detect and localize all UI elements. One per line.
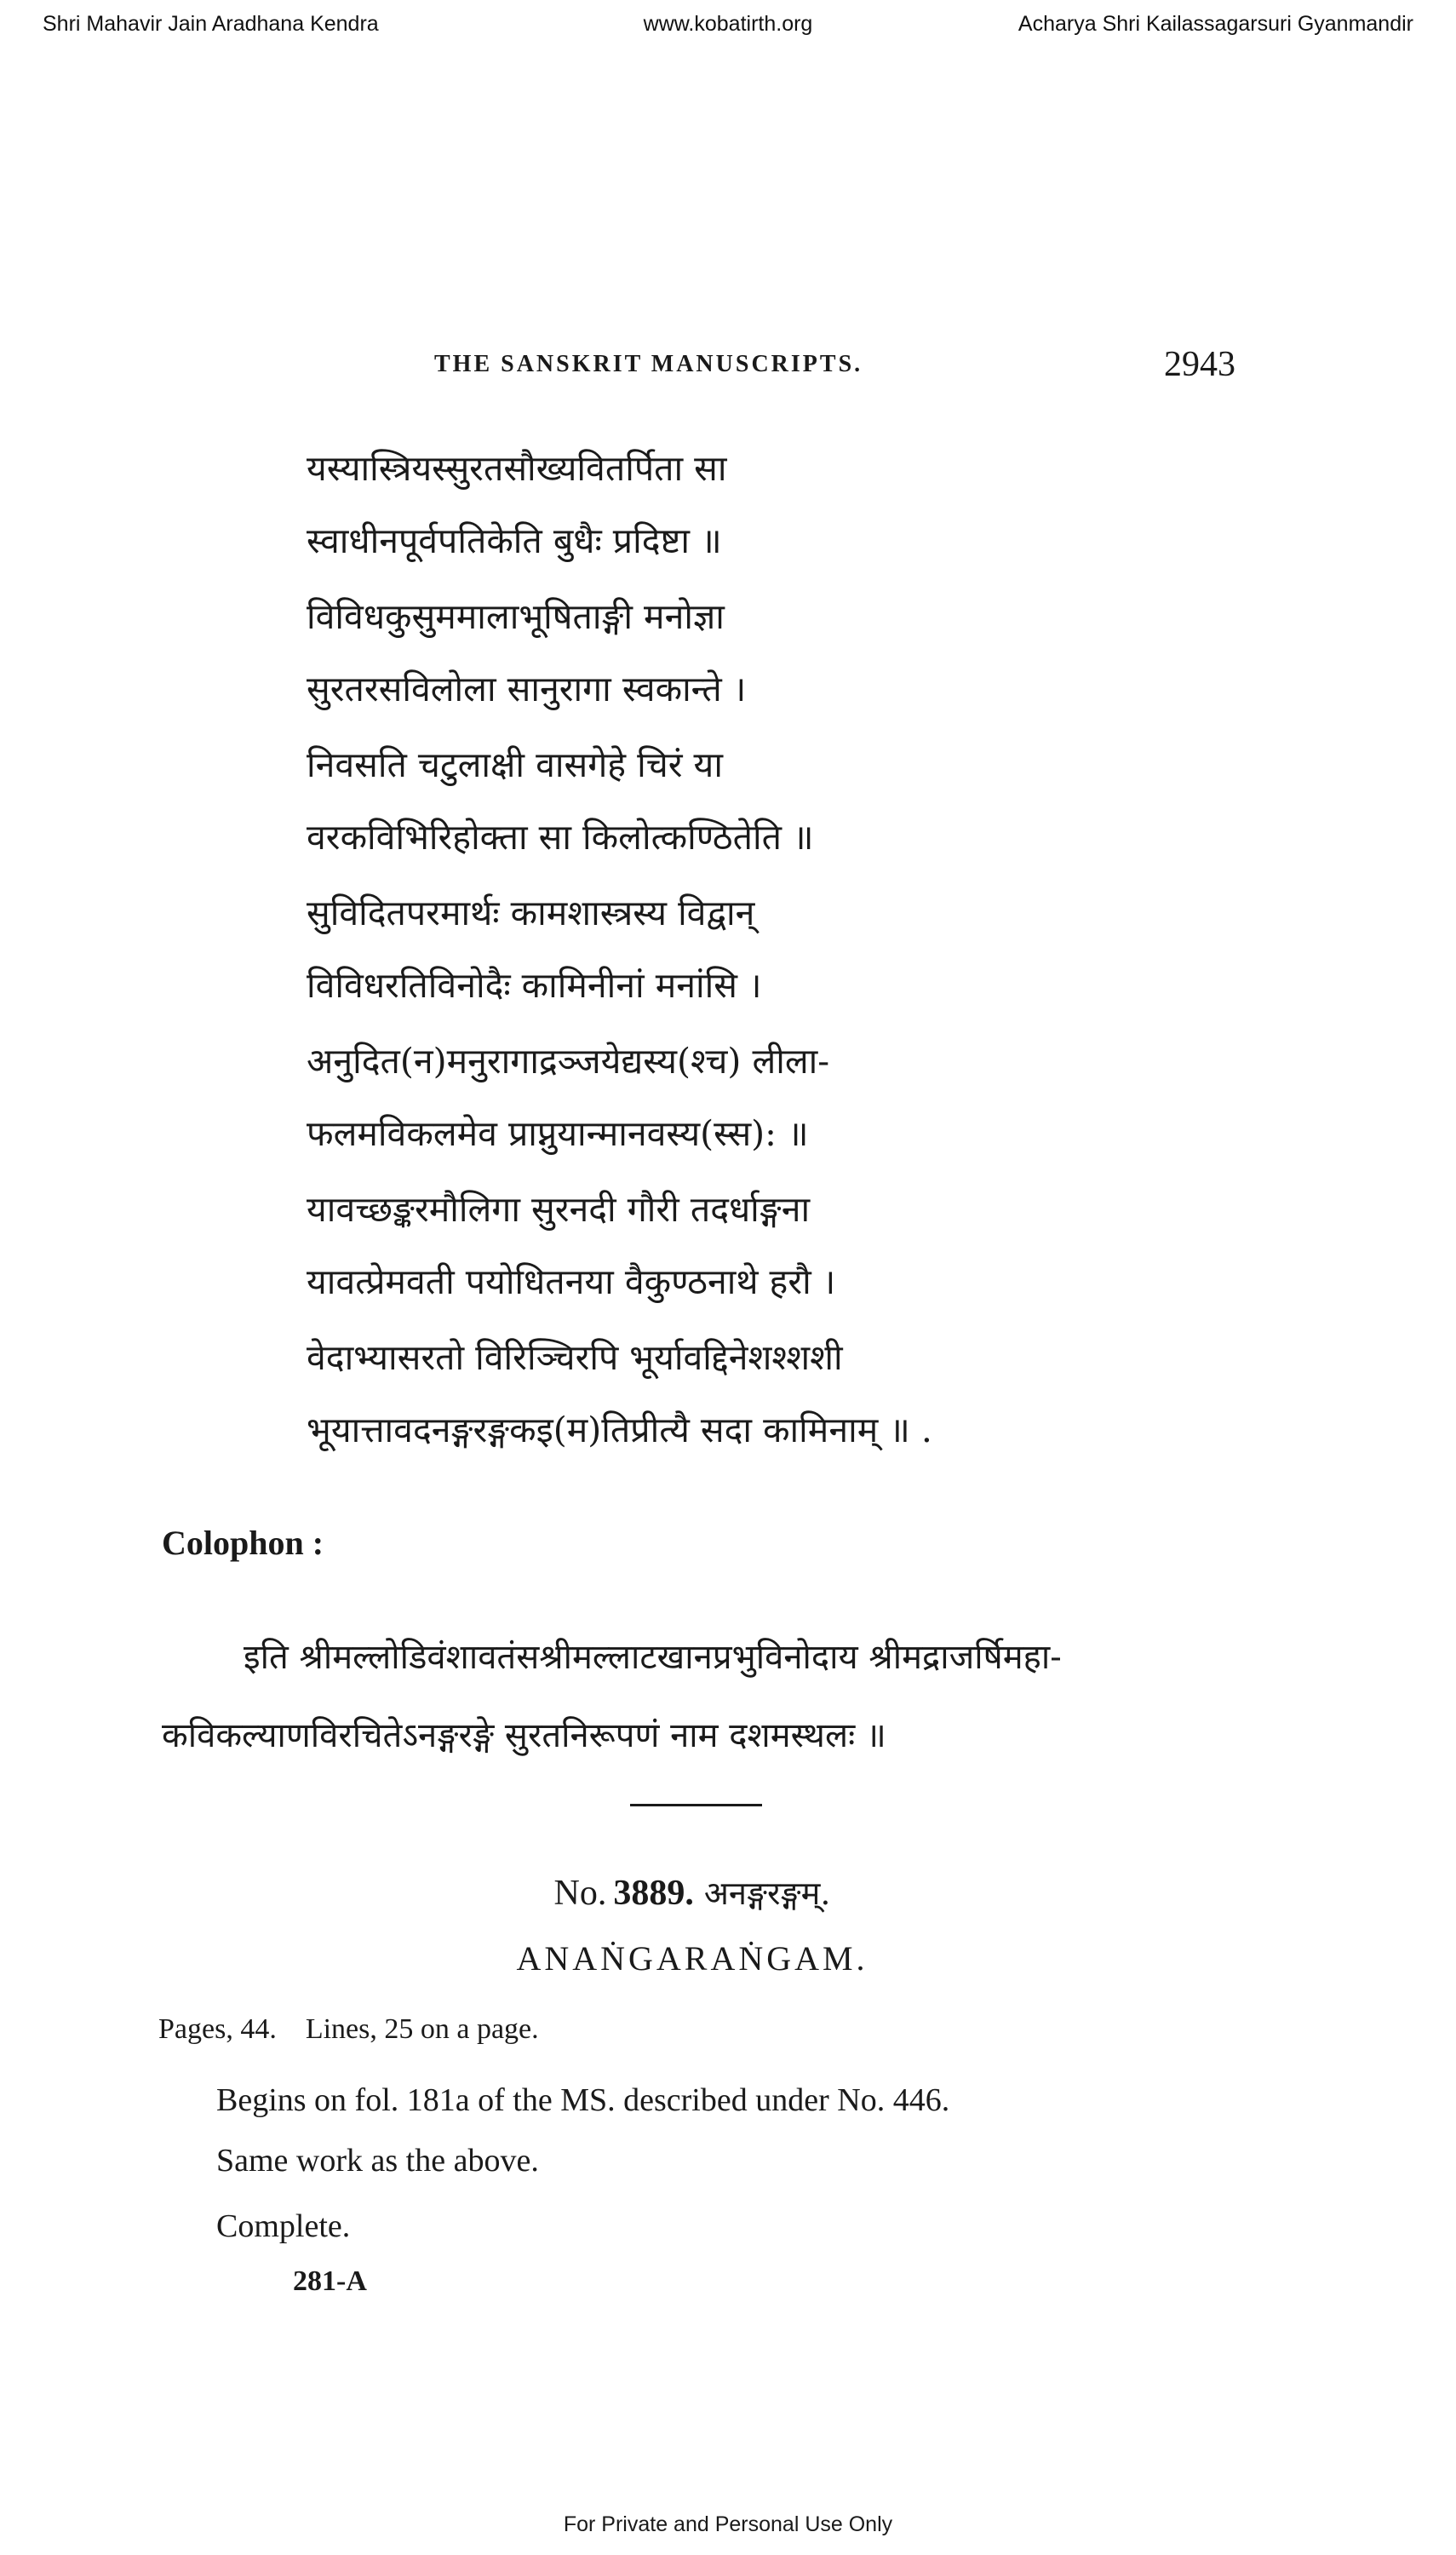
entry-number [0, 1870, 1384, 1915]
entry-description-line: Complete. [216, 2208, 351, 2244]
entry-title: ANAṄGARAṄGAM. [516, 1939, 868, 1978]
verse-stanza-7 [307, 1322, 1158, 1467]
header-right-text: Acharya Shri Kailassagarsuri Gyanmandir [1017, 12, 1413, 36]
verse-line: वेदाभ्यासरतो विरिञ्चिरपि भूर्यावद्दिनेशश्शशी [307, 1337, 843, 1378]
colophon-heading: Colophon : [162, 1524, 324, 1562]
footer-note: For Private and Personal Use Only [563, 2512, 893, 2536]
verse-line: वरकविभिरिहोक्ता सा किलोत्कण्ठितेति ॥ [307, 817, 814, 858]
header-left-text: Shri Mahavir Jain Aradhana Kendra [43, 12, 379, 36]
verse-block [307, 433, 1158, 1470]
colophon-line: कविकल्याणविरचितेऽनङ्गरङ्गे सुरतनिरूपणं नाम दशमस्थलः ॥ [162, 1716, 886, 1755]
verse-stanza-6 [307, 1174, 1158, 1318]
verse-line: यावच्छङ्करमौलिगा सुरनदी गौरी तदर्धाङ्गना [307, 1189, 811, 1230]
verse-line: निवसति चटुलाक्षी वासगेहे चिरं या [307, 744, 723, 785]
verse-line: सुविदितपरमार्थः कामशास्त्रस्य विद्वान् [307, 893, 755, 933]
running-head [0, 344, 1456, 387]
verse-stanza-4 [307, 877, 1158, 1022]
verse-stanza-5 [307, 1025, 1158, 1170]
entry-title-devanagari: अनङ्गरङ्गम्. [703, 1875, 831, 1912]
site-header [0, 12, 1456, 46]
verse-line: अनुदित(न)मनुरागाद्रञ्जयेद्यस्य(श्च) लीला- [307, 1041, 830, 1082]
verse-line: फलमविकलमेव प्राप्नुयान्मानवस्य(स्स): ॥ [307, 1113, 809, 1154]
verse-line: यावत्प्रेमवती पयोधितनया वैकुण्ठनाथे हरौ । [307, 1261, 836, 1302]
header-center-url: www.kobatirth.org [643, 12, 813, 36]
verse-stanza-1 [307, 433, 1158, 577]
verse-stanza-3 [307, 729, 1158, 874]
colophon-line: इति श्रीमल्लोडिवंशावतंसश्रीमल्लाटखानप्रभुविनोदाय श्रीमद्राजर्षिमहा- [244, 1638, 1062, 1677]
lines-count: Lines, 25 on a page. [305, 2013, 539, 2045]
pages-count: Pages, 44. [158, 2013, 277, 2045]
verse-line: सुरतरसविलोला सानुरागा स्वकान्ते । [307, 669, 747, 709]
verse-line: विविधरतिविनोदैः कामिनीनां मनांसि । [307, 965, 762, 1006]
pages-lines [158, 2013, 568, 2046]
page-number: 2943 [1164, 345, 1235, 384]
verse-line: विविधकुसुममालाभूषिताङ्गी मनोज्ञा [307, 596, 725, 637]
entry-description-line: Begins on fol. 181a of the MS. described under No. 446. [216, 2082, 950, 2118]
shelf-mark: 281-A [293, 2265, 367, 2297]
section-divider [630, 1804, 762, 1806]
running-title: THE SANSKRIT MANUSCRIPTS. [434, 351, 863, 377]
verse-line: भूयात्तावदनङ्गरङ्गकइ(म)तिप्रीत्यै सदा कामिनाम् ॥ . [307, 1410, 932, 1450]
colophon-text [162, 1618, 1269, 1775]
entry-number-value: 3889. [613, 1874, 694, 1913]
verse-stanza-2 [307, 581, 1158, 726]
verse-line: स्वाधीनपूर्वपतिकेति बुधैः प्रदिष्टा ॥ [307, 520, 722, 561]
entry-number-label: No. [553, 1874, 607, 1913]
verse-line: यस्यास्त्रियस्सुरतसौख्यवितर्पिता सा [307, 448, 727, 489]
entry-description-line: Same work as the above. [216, 2143, 539, 2179]
